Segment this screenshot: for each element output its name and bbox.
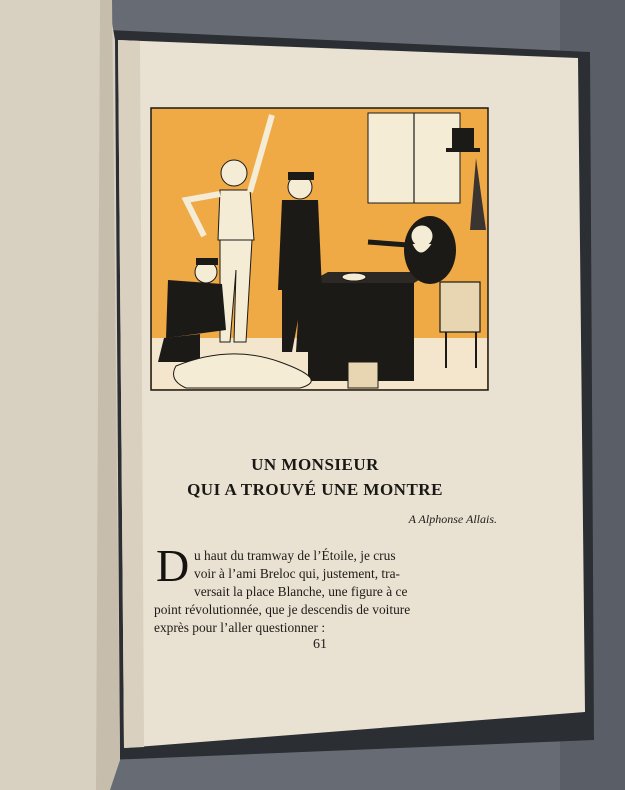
- chapter-title-line2: QUI A TROUVÉ UNE MONTRE: [187, 480, 443, 499]
- seated-officer-body: [404, 216, 456, 284]
- desk-bowl: [342, 273, 366, 281]
- policeman-cap: [288, 172, 314, 180]
- kneeling-policeman-cap: [196, 258, 218, 265]
- policeman-legs: [282, 290, 318, 352]
- kneeling-policeman-body: [166, 280, 226, 338]
- text-line: voir à l’ami Breloc qui, justement, tra-: [194, 566, 401, 581]
- pointing-arm: [368, 242, 408, 245]
- dedication: A Alphonse Allais.: [408, 512, 497, 526]
- standing-man-torso: [218, 190, 254, 240]
- seated-officer-head: [411, 225, 433, 247]
- cane-chair: [440, 282, 480, 332]
- standing-man-head: [221, 160, 247, 186]
- kneeling-policeman-legs: [158, 334, 200, 362]
- text-line: point révolutionnée, que je descendis de voiture: [154, 602, 411, 617]
- waste-basket: [348, 362, 378, 388]
- top-hat: [452, 128, 474, 150]
- page-number: 61: [313, 637, 327, 652]
- drop-cap: D: [156, 540, 190, 591]
- text-line: exprès pour l’aller questionner :: [154, 620, 326, 635]
- chapter-title-line1: UN MONSIEUR: [251, 455, 379, 474]
- top-hat-brim: [446, 148, 480, 152]
- policeman-body: [278, 200, 322, 290]
- text-line: u haut du tramway de l’Étoile, je crus: [194, 548, 396, 563]
- text-line: versait la place Blanche, une figure à ce: [194, 584, 408, 599]
- policemen-searching-man-illustration: [151, 108, 488, 390]
